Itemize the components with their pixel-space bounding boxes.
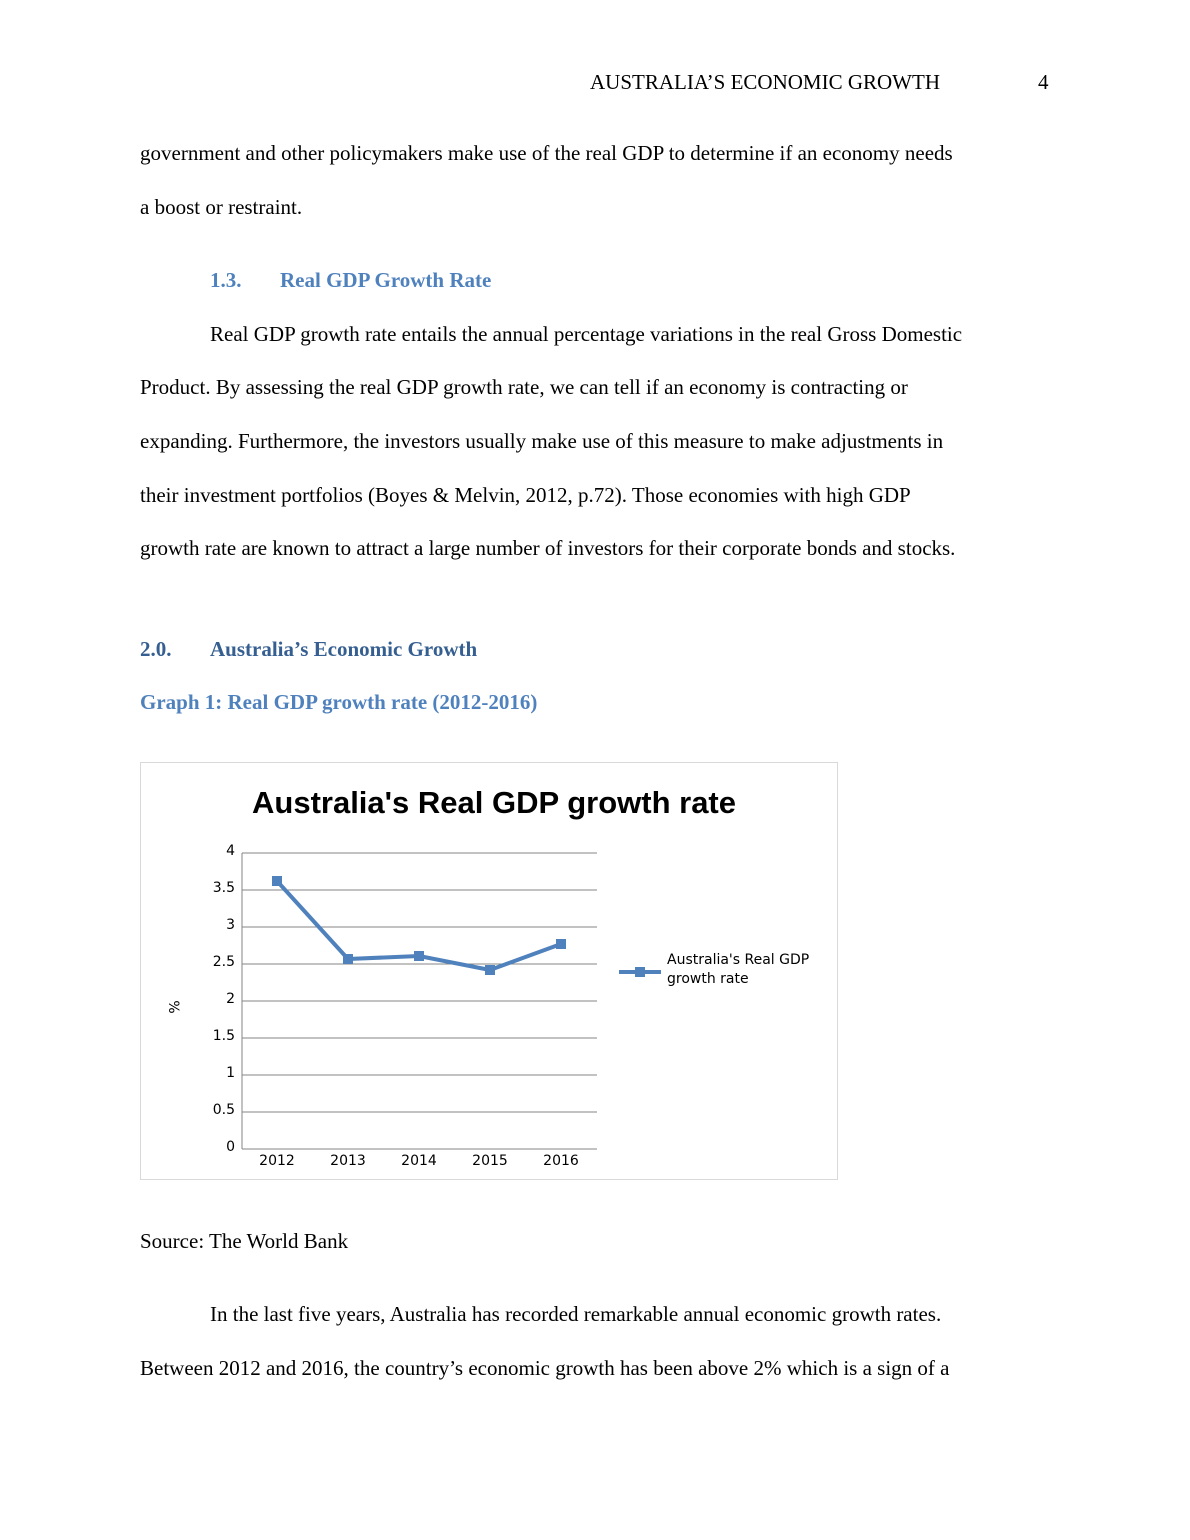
y-tick: 1 — [226, 1065, 235, 1081]
body-line: Product. By assessing the real GDP growth rate, we can tell if an economy is contracting or — [140, 375, 908, 399]
body-line: their investment portfolios (Boyes & Melvin, 2012, p.72). Those economies with high GDP — [140, 483, 911, 507]
section-number: 1.3. — [210, 268, 242, 292]
x-tick: 2016 — [543, 1153, 579, 1169]
y-tick: 3.5 — [212, 880, 235, 896]
y-tick: 0 — [226, 1139, 235, 1155]
y-axis-label: % — [167, 1000, 184, 1014]
y-tick: 2.5 — [212, 954, 235, 970]
y-tick: 4 — [226, 843, 235, 859]
source-line: Source: The World Bank — [140, 1229, 349, 1253]
y-tick: 3 — [226, 917, 235, 933]
running-head: AUSTRALIA’S ECONOMIC GROWTH — [590, 70, 940, 94]
section-heading: Australia’s Economic Growth — [210, 637, 478, 661]
legend-label: Australia's Real GDP growth rate — [667, 952, 810, 987]
y-tick: 0.5 — [212, 1102, 235, 1118]
section-heading: Real GDP Growth Rate — [280, 268, 492, 292]
body-line: Between 2012 and 2016, the country’s economic growth has been above 2% which is a sign of a — [140, 1356, 950, 1380]
body-line: Real GDP growth rate entails the annual percentage variations in the real Gross Domestic — [210, 322, 963, 346]
body-line: expanding. Furthermore, the investors usually make use of this measure to make adjustments in — [140, 429, 944, 453]
x-tick: 2015 — [472, 1153, 508, 1169]
section-number: 2.0. — [140, 637, 172, 661]
y-tick: 1.5 — [212, 1028, 235, 1044]
line-chart — [140, 762, 838, 1180]
x-tick: 2013 — [330, 1153, 366, 1169]
x-tick: 2012 — [259, 1153, 295, 1169]
graph-caption: Graph 1: Real GDP growth rate (2012-2016) — [140, 690, 538, 714]
chart-title: Australia's Real GDP growth rate — [252, 785, 736, 820]
body-line: a boost or restraint. — [140, 195, 303, 219]
body-line: government and other policymakers make use of the real GDP to determine if an economy needs — [140, 141, 953, 165]
body-line: In the last five years, Australia has recorded remarkable annual economic growth rates. — [210, 1302, 942, 1326]
x-tick: 2014 — [401, 1153, 437, 1169]
body-line: growth rate are known to attract a large number of investors for their corporate bonds and stocks. — [140, 536, 956, 560]
page-number: 4 — [1038, 70, 1049, 94]
y-tick: 2 — [226, 991, 235, 1007]
